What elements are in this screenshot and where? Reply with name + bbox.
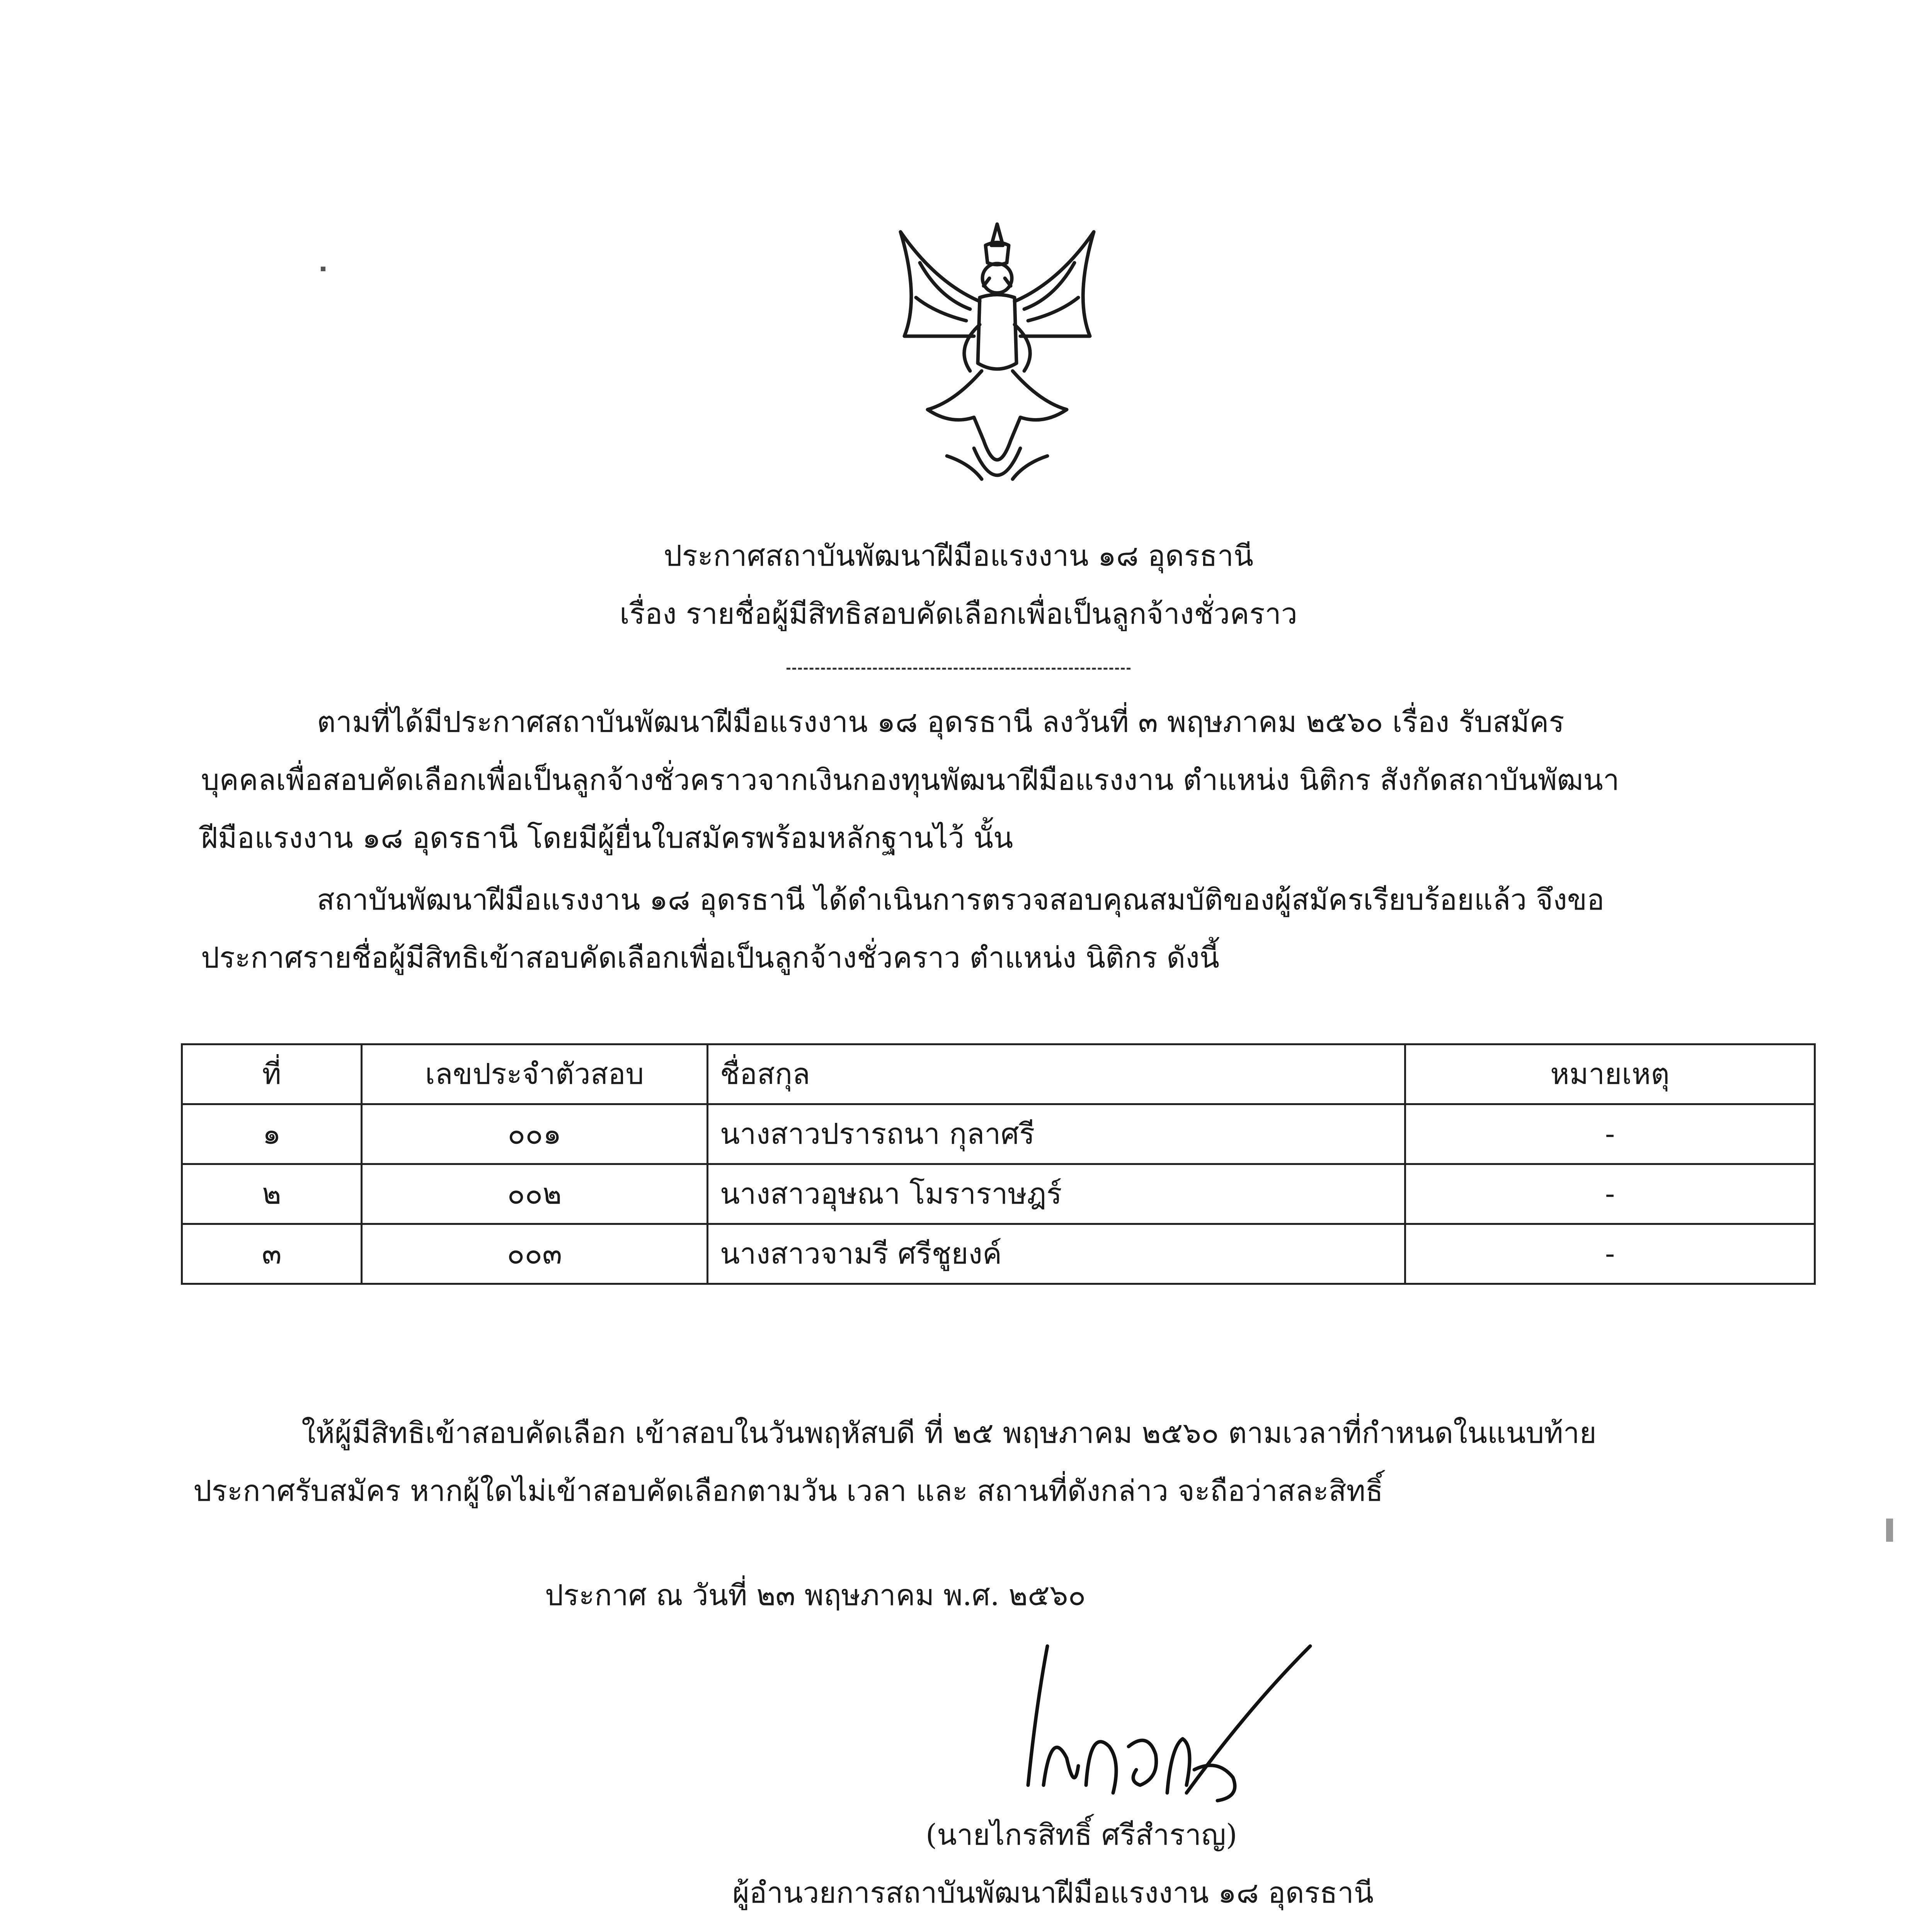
announcement-date: ประกาศ ณ วันที่ ๒๓ พฤษภาคม พ.ศ. ๒๕๖๐	[545, 1578, 1086, 1612]
row-exam-id: ๐๐๓	[362, 1224, 708, 1284]
scan-speck	[321, 267, 325, 271]
signature-image	[1001, 1631, 1330, 1832]
paragraph-2-line-1: สถาบันพัฒนาฝีมือแรงงาน ๑๘ อุดรธานี ได้ดำเนินการตรวจสอบคุณสมบัติของผู้สมัครเรียบร้อยแล้ว จึงขอ	[317, 883, 1605, 917]
table-row	[182, 1164, 1815, 1224]
paragraph-1-line-2: บุคคลเพื่อสอบคัดเลือกเพื่อเป็นลูกจ้างชั่วคราวจากเงินกองทุนพัฒนาฝีมือแรงงาน ตำแหน่ง นิติกร สังกัดสถาบันพัฒนา	[201, 763, 1619, 797]
column-header-name: ชื่อสกุล	[708, 1044, 1405, 1104]
row-remark: -	[1405, 1104, 1815, 1164]
signer-name: (นายไกรสิทธิ์ ศรีสำราญ)	[926, 1818, 1238, 1852]
row-name: นางสาวอุษณา โมราราษฎร์	[708, 1164, 1405, 1224]
paragraph-3-line-2: ประกาศรับสมัคร หากผู้ใดไม่เข้าสอบคัดเลือกตามวัน เวลา และ สถานที่ดังกล่าว จะถือว่าสละสิทธิ์	[193, 1474, 1383, 1508]
table-row	[182, 1224, 1815, 1284]
table-header-row	[182, 1044, 1815, 1104]
announcement-subject: เรื่อง รายชื่อผู้มีสิทธิสอบคัดเลือกเพื่อเป็นลูกจ้างชั่วคราว	[620, 597, 1297, 631]
row-name: นางสาวปรารถนา กุลาศรี	[708, 1104, 1405, 1164]
title-divider	[787, 668, 1130, 670]
row-exam-id: ๐๐๑	[362, 1104, 708, 1164]
row-name: นางสาวจามรี ศรีชูยงค์	[708, 1224, 1405, 1284]
row-number: ๓	[182, 1224, 362, 1284]
column-header-number: ที่	[182, 1044, 362, 1104]
row-number: ๑	[182, 1104, 362, 1164]
scan-speck	[1886, 1519, 1893, 1542]
row-number: ๒	[182, 1164, 362, 1224]
paragraph-3-line-1: ให้ผู้มีสิทธิเข้าสอบคัดเลือก เข้าสอบในวันพฤหัสบดี ที่ ๒๕ พฤษภาคม ๒๕๖๐ ตามเวลาที่กำหนดในแนบท้าย	[301, 1416, 1597, 1450]
table-row	[182, 1104, 1815, 1164]
row-remark: -	[1405, 1224, 1815, 1284]
announcement-title: ประกาศสถาบันพัฒนาฝีมือแรงงาน ๑๘ อุดรธานี	[663, 539, 1254, 573]
paragraph-2-line-2: ประกาศรายชื่อผู้มีสิทธิเข้าสอบคัดเลือกเพื่อเป็นลูกจ้างชั่วคราว ตำแหน่ง นิติกร ดังนี้	[201, 940, 1219, 975]
candidate-table	[181, 1043, 1816, 1285]
column-header-remark: หมายเหตุ	[1405, 1044, 1815, 1104]
paragraph-1-line-1: ตามที่ได้มีประกาศสถาบันพัฒนาฝีมือแรงงาน ๑๘ อุดรธานี ลงวันที่ ๓ พฤษภาคม ๒๕๖๐ เรื่อง รับสมัคร	[317, 705, 1565, 739]
garuda-emblem-icon	[877, 209, 1117, 506]
column-header-exam-id: เลขประจำตัวสอบ	[362, 1044, 708, 1104]
signer-position: ผู้อำนวยการสถาบันพัฒนาฝีมือแรงงาน ๑๘ อุดรธานี	[732, 1876, 1374, 1910]
row-remark: -	[1405, 1164, 1815, 1224]
paragraph-1-line-3: ฝีมือแรงงาน ๑๘ อุดรธานี โดยมีผู้ยื่นใบสมัครพร้อมหลักฐานไว้ นั้น	[201, 821, 1013, 855]
row-exam-id: ๐๐๒	[362, 1164, 708, 1224]
